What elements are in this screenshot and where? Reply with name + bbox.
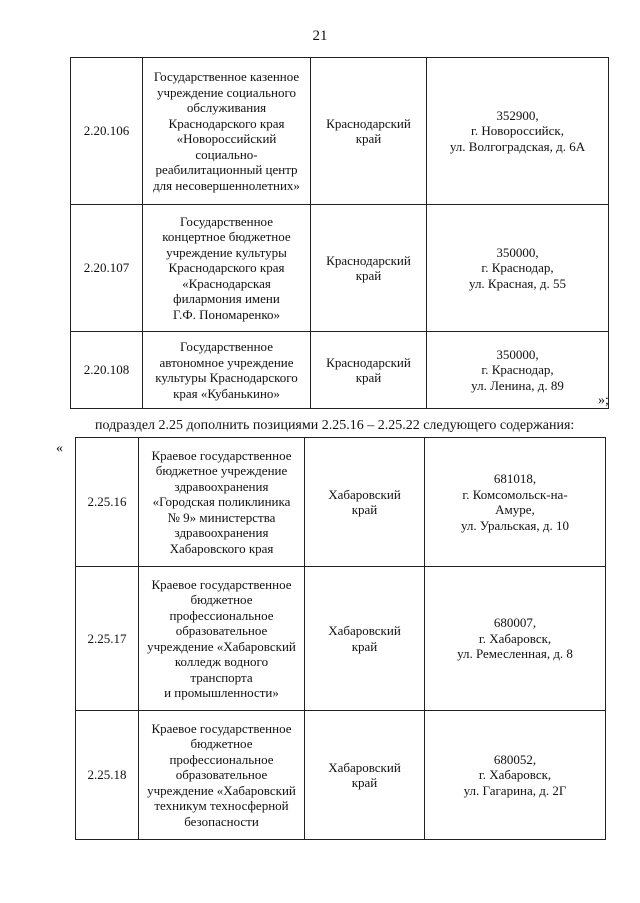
region-cell	[305, 438, 425, 567]
text-line: № 9» министерства	[167, 509, 276, 525]
text-line: Краснодарского края	[168, 115, 285, 131]
text-line: бюджетное	[190, 592, 253, 607]
text-line: Государственное казенное	[153, 69, 300, 84]
text-line: колледж водного	[174, 654, 269, 669]
region-cell	[305, 567, 425, 711]
institutions-table-khabarovsk	[75, 437, 606, 840]
institution-name-cell	[139, 567, 305, 711]
text-line: транспорта	[190, 669, 253, 685]
text-line: безопасности	[184, 813, 259, 829]
text-line: 680052,	[493, 751, 537, 767]
table-row	[71, 58, 609, 205]
text-line: для несовершеннолетних»	[153, 177, 300, 193]
table-row	[71, 205, 609, 332]
institution-name-cell	[143, 205, 311, 332]
text-line: профессиональное	[169, 607, 274, 623]
table-row	[76, 567, 606, 711]
text-line: образовательное	[175, 767, 268, 783]
text-line: Государственное	[180, 339, 273, 354]
text-line: филармония имени	[173, 291, 280, 307]
text-line: Г.Ф. Пономаренко»	[173, 306, 280, 322]
page-number: 21	[312, 28, 328, 44]
text-line: г. Краснодар,	[481, 260, 554, 276]
text-line: г. Хабаровск,	[478, 767, 552, 783]
institution-name-cell	[143, 332, 311, 409]
institution-name-cell	[143, 58, 311, 205]
text-line: Краевое государственное	[151, 720, 292, 736]
text-line: реабилитационный центр	[155, 162, 298, 177]
table-row	[71, 332, 609, 409]
text-line: «Краснодарская	[182, 275, 271, 291]
subsection-instruction: подраздел 2.25 дополнить позициями 2.25.16 – 2.25.22 следующего содержания:	[95, 418, 575, 433]
text-line: г. Краснодар,	[481, 362, 554, 378]
text-line: г. Хабаровск,	[478, 630, 552, 646]
text-line: «Новороссийский	[176, 131, 277, 146]
text-line: Государственное	[180, 213, 273, 229]
text-line: здравоохранения	[174, 478, 269, 494]
region-cell	[305, 711, 425, 840]
text-line: Хабаровский	[328, 486, 401, 502]
region-cell	[311, 205, 427, 332]
address-cell	[425, 567, 606, 711]
text-line: Краевое государственное	[151, 576, 292, 592]
text-line: учреждение «Хабаровский	[147, 638, 296, 654]
text-line: учреждение социального	[156, 84, 297, 100]
text-line: Краснодарский	[326, 252, 411, 268]
text-line: здравоохранения	[174, 525, 269, 541]
text-line: бюджетное учреждение	[155, 463, 288, 479]
text-line: Краснодарского края	[168, 260, 285, 276]
text-line: «Городская поликлиника	[152, 494, 291, 510]
position-code-cell: 2.20.108	[71, 332, 143, 409]
position-code-cell: 2.25.16	[76, 438, 139, 567]
text-line: техникум техносферной	[154, 798, 289, 814]
text-line: 352900,	[496, 107, 539, 123]
text-line: край	[351, 502, 378, 517]
text-line: Краснодарский	[326, 354, 411, 370]
text-line: Краевое государственное	[151, 447, 292, 463]
address-cell	[427, 58, 609, 205]
text-line: край	[351, 775, 378, 790]
text-line: профессиональное	[169, 751, 274, 767]
text-line: концертное бюджетное	[162, 229, 291, 245]
text-line: и промышленности»	[164, 685, 279, 700]
text-line: г. Комсомольск-на-	[462, 486, 568, 502]
address-cell	[427, 205, 609, 332]
text-line: автономное учреждение	[159, 354, 294, 370]
text-line: ул. Гагарина, д. 2Г	[463, 782, 567, 798]
text-line: края «Кубанькино»	[173, 385, 280, 401]
table-row	[76, 711, 606, 840]
text-line: ул. Волгоградская, д. 6А	[449, 138, 586, 154]
institution-name-cell	[139, 711, 305, 840]
text-line: образовательное	[175, 623, 268, 638]
position-code-cell: 2.20.106	[71, 58, 143, 205]
position-code-cell: 2.25.18	[76, 711, 139, 840]
text-line: 680007,	[493, 615, 537, 631]
text-line: край	[351, 638, 378, 654]
text-line: учреждение «Хабаровский	[147, 782, 296, 798]
text-line: ул. Уральская, д. 10	[460, 517, 570, 533]
text-line: край	[355, 370, 382, 385]
closing-quote-mark: »;	[598, 393, 609, 408]
region-cell	[311, 58, 427, 205]
text-line: край	[355, 131, 382, 146]
text-line: 350000,	[496, 346, 539, 362]
region-cell	[311, 332, 427, 409]
institutions-table-krasnodar	[70, 57, 609, 409]
text-line: Амуре,	[495, 502, 535, 517]
position-code-cell: 2.25.17	[76, 567, 139, 711]
text-line: г. Новороссийск,	[471, 123, 564, 139]
text-line: бюджетное	[190, 736, 253, 752]
address-cell	[425, 711, 606, 840]
text-line: Хабаровский	[328, 759, 401, 775]
address-cell	[425, 438, 606, 567]
text-line: Краснодарский	[326, 115, 411, 131]
text-line: край	[355, 268, 382, 283]
text-line: Хабаровский	[328, 623, 401, 638]
text-line: обслуживания	[186, 100, 267, 115]
text-line: культуры Краснодарского	[155, 370, 298, 385]
text-line: Хабаровского края	[169, 540, 274, 556]
text-line: ул. Красная, д. 55	[469, 275, 566, 291]
opening-quote-mark: «	[56, 441, 63, 456]
text-line: ул. Ленина, д. 89	[471, 377, 564, 393]
text-line: учреждение культуры	[166, 244, 287, 260]
text-line: социально-	[195, 146, 258, 162]
text-line: 681018,	[493, 471, 537, 486]
institution-name-cell	[139, 438, 305, 567]
table-row	[76, 438, 606, 567]
address-cell	[427, 332, 609, 409]
text-line: 350000,	[496, 244, 539, 260]
text-line: ул. Ремесленная, д. 8	[457, 646, 573, 662]
position-code-cell: 2.20.107	[71, 205, 143, 332]
